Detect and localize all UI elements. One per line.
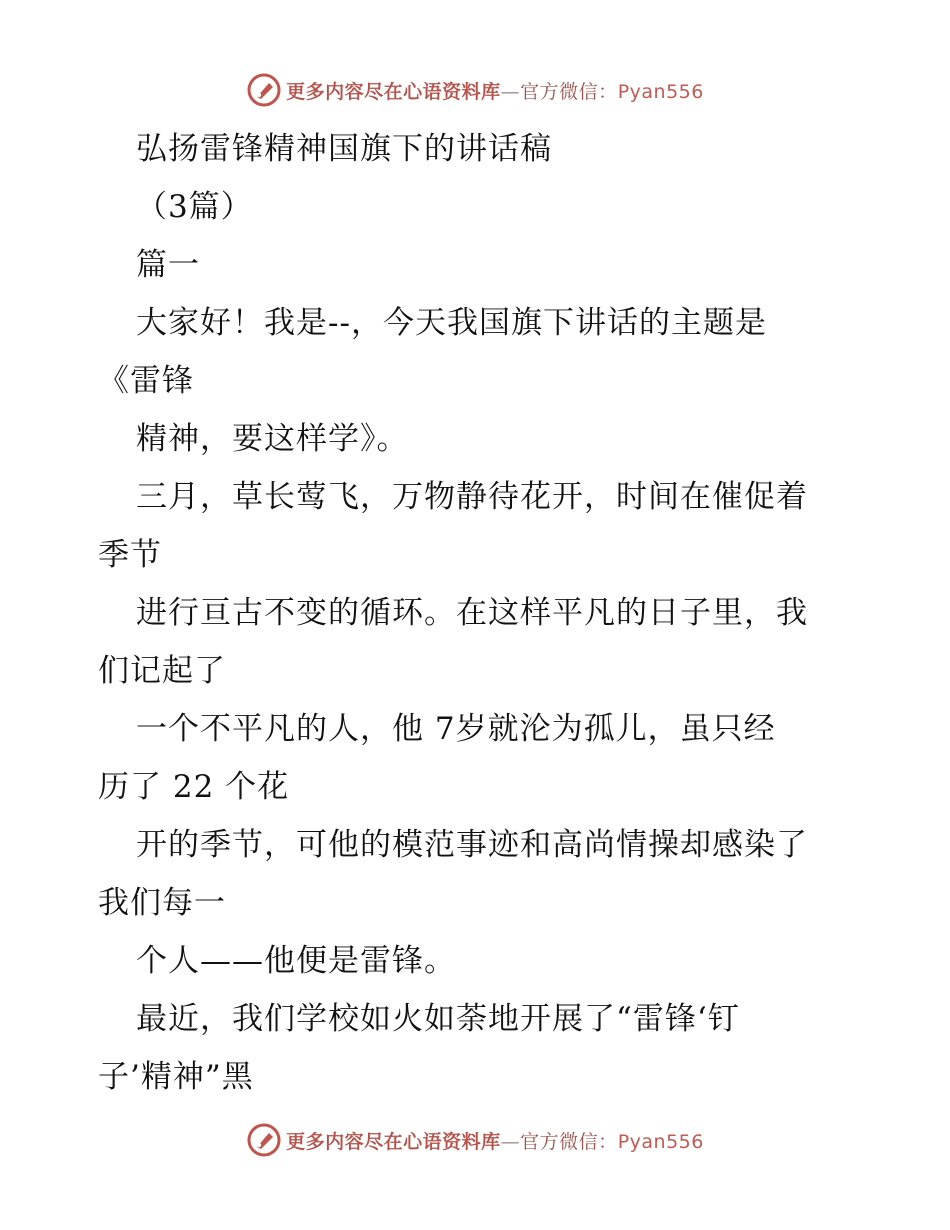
paragraph-line: 历了 22 个花: [98, 769, 290, 805]
header-separator: —: [500, 80, 521, 103]
header-wechat-id: Pyan556: [617, 80, 704, 103]
paragraph-line: 一个不平凡的人，他 7岁就沦为孤儿，虽只经: [136, 711, 776, 747]
document-title: 弘扬雷锋精神国旗下的讲话稿: [136, 131, 552, 167]
document-body: [98, 120, 858, 1106]
paragraph-line: 们记起了: [98, 653, 226, 689]
paragraph-line: 子’精神”黑: [98, 1059, 254, 1095]
header-wechat-label: 官方微信：: [520, 80, 618, 103]
footer-wechat-id: Pyan556: [617, 1130, 704, 1153]
header-banner: [0, 70, 950, 110]
pen-nib-logo-icon: [246, 1122, 282, 1158]
paragraph-line: 个人——他便是雷锋。: [136, 943, 456, 979]
footer-separator: —: [500, 1130, 521, 1153]
footer-site-text: 更多内容尽在心语资料库: [286, 1130, 501, 1153]
paragraph-line: 最近，我们学校如火如荼地开展了“雷锋‘钉: [136, 1001, 740, 1037]
paragraph-line: 三月，草长莺飞，万物静待花开，时间在催促着: [136, 479, 808, 515]
footer-wechat-label: 官方微信：: [520, 1130, 618, 1153]
header-banner-text: [286, 77, 704, 104]
footer-banner: [0, 1120, 950, 1160]
paragraph-line: 《雷锋: [98, 363, 194, 399]
pen-nib-logo-icon: [246, 72, 282, 108]
paragraph-line: 季节: [98, 537, 162, 573]
document-subtitle: （3篇）: [136, 189, 253, 225]
paragraph-line: 开的季节，可他的模范事迹和高尚情操却感染了: [136, 827, 808, 863]
paragraph-line: 精神，要这样学》。: [136, 421, 409, 457]
section-heading: 篇一: [136, 247, 200, 283]
header-site-text: 更多内容尽在心语资料库: [286, 80, 501, 103]
footer-banner-text: [286, 1127, 704, 1154]
paragraph-line: 大家好！我是--，今天我国旗下讲话的主题是: [136, 305, 767, 341]
paragraph-line: 进行亘古不变的循环。在这样平凡的日子里，我: [136, 595, 808, 631]
paragraph-line: 我们每一: [98, 885, 226, 921]
